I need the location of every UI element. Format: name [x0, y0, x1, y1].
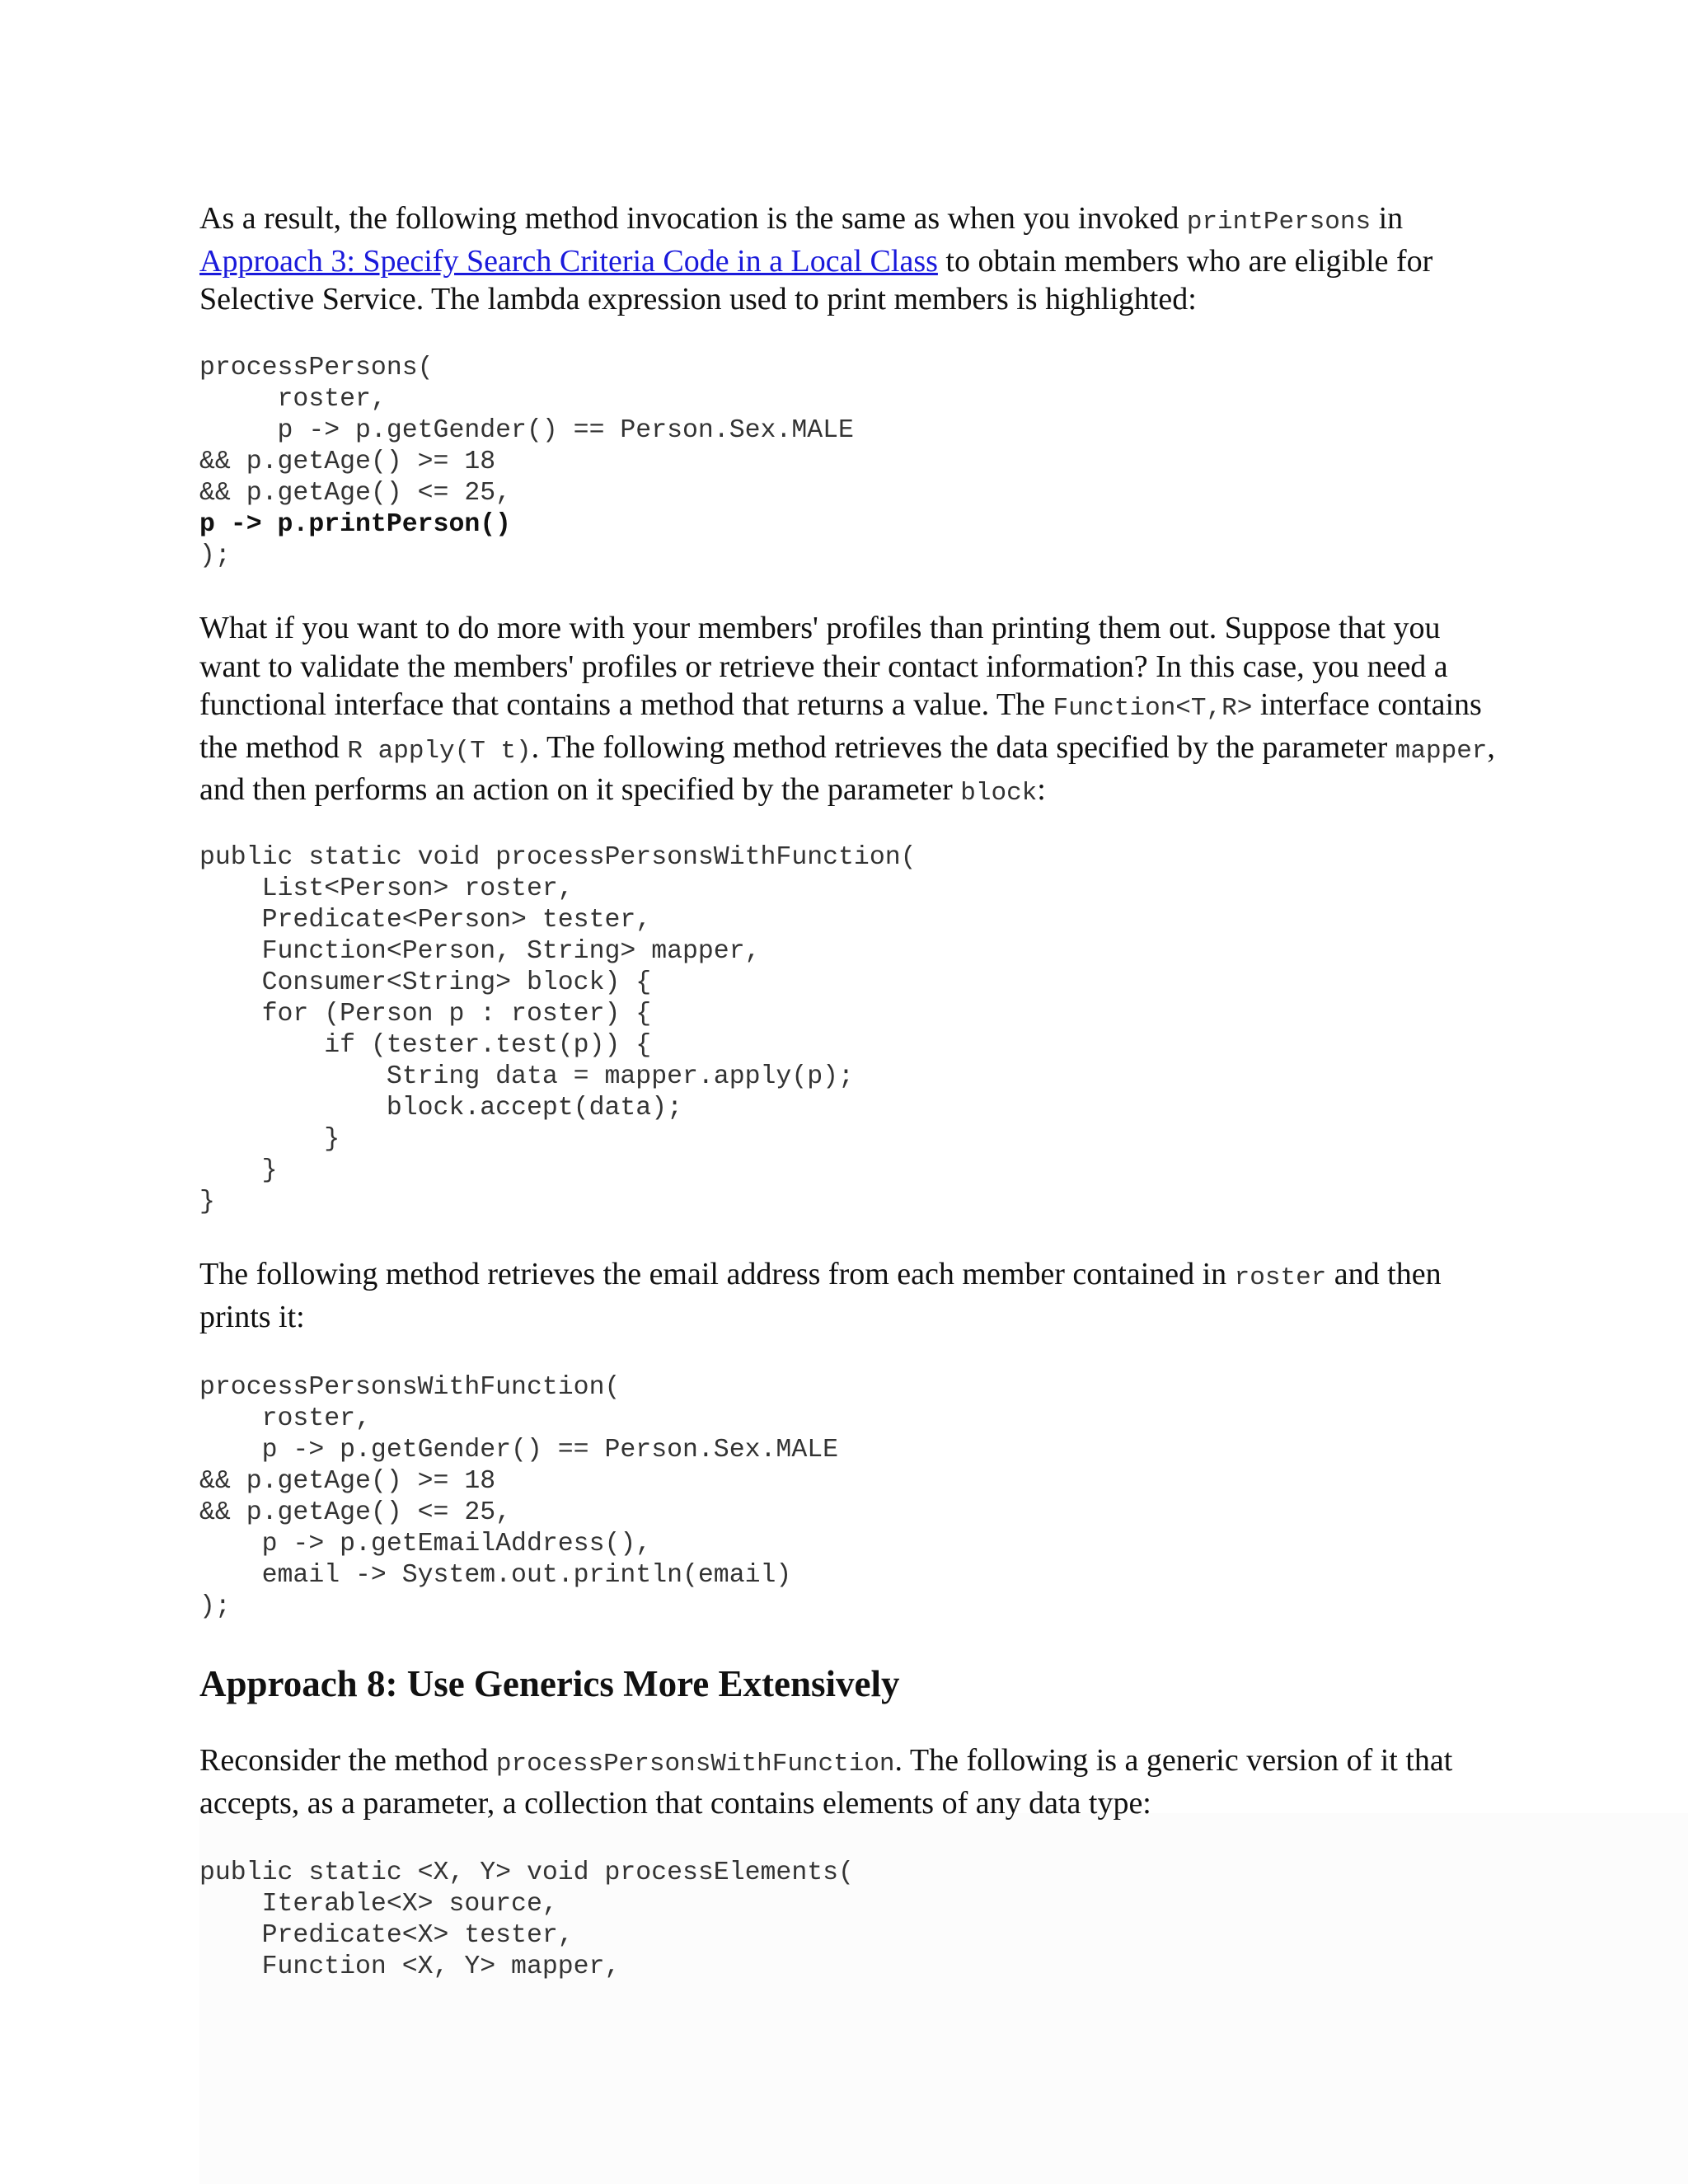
code-line: Iterable<X> source,	[199, 1890, 558, 1919]
section-heading: Approach 8: Use Generics More Extensively	[199, 1663, 900, 1704]
code-line: email -> System.out.println(email)	[199, 1561, 792, 1590]
code-line: block.accept(data);	[199, 1094, 682, 1122]
code-line: if (tester.test(p)) {	[199, 1031, 652, 1060]
para-text: :	[1037, 772, 1046, 807]
code-line: );	[199, 541, 231, 570]
code-line: processPersonsWithFunction(	[199, 1373, 621, 1402]
code-line: roster,	[199, 1404, 371, 1433]
code-line: && p.getAge() <= 25,	[199, 1498, 512, 1527]
para-text: What if you want to do more with your members' profiles than printing them out. Suppose that you want to validate the members' profiles or retrieve their contact information? In this case, you need a functional interface that contains a method that returns a value. The	[199, 611, 1448, 722]
code-line: processPersons(	[199, 354, 434, 382]
code-line: }	[199, 1125, 340, 1154]
para-text: The following method retrieves the email address from each member contained in	[199, 1257, 1235, 1291]
intro-text-1: As a result, the following method invocation is the same as when you invoked	[199, 201, 1187, 236]
inline-code-roster: roster	[1234, 1263, 1327, 1292]
code-line: && p.getAge() >= 18	[199, 448, 496, 476]
function-interface-paragraph	[199, 609, 1502, 813]
para-text: , and then performs an action on it specified by the parameter	[199, 729, 1495, 807]
code-line: String data = mapper.apply(p);	[199, 1062, 854, 1091]
inline-code-block: block	[960, 779, 1038, 808]
para-text: interface contains the method	[199, 687, 1482, 765]
code-line: }	[199, 1188, 215, 1216]
intro-text-2: in	[1371, 201, 1404, 236]
intro-text-3: to obtain members who are eligible for Selective Service. The lambda expression used to print members is highlighted:	[199, 243, 1433, 316]
code-block-process-persons	[199, 353, 854, 572]
code-block-process-persons-with-function	[199, 842, 917, 1218]
code-line: for (Person p : roster) {	[199, 1000, 652, 1029]
code-line: p -> p.getGender() == Person.Sex.MALE	[199, 1436, 839, 1465]
code-line: Consumer<String> block) {	[199, 968, 652, 997]
code-line: Predicate<X> tester,	[199, 1921, 574, 1950]
intro-paragraph	[199, 199, 1502, 319]
inline-code-printpersons: printPersons	[1186, 208, 1372, 237]
email-paragraph	[199, 1255, 1502, 1336]
code-line: roster,	[199, 385, 387, 414]
code-line: Function <X, Y> mapper,	[199, 1952, 621, 1981]
inline-code-apply: R apply(T t)	[347, 736, 532, 766]
code-line: }	[199, 1156, 278, 1185]
code-line: p -> p.getEmailAddress(),	[199, 1530, 652, 1558]
inline-code-mapper: mapper	[1395, 736, 1488, 766]
code-block-process-elements	[199, 1858, 854, 1983]
para-text: . The following method retrieves the data specified by the parameter	[531, 729, 1395, 765]
code-block-email-invocation	[199, 1372, 838, 1623]
code-line: Function<Person, String> mapper,	[199, 937, 761, 966]
code-line: );	[199, 1592, 231, 1621]
approach-3-link[interactable]: Approach 3: Specify Search Criteria Code in a Local Class	[199, 243, 938, 279]
code-line: public static <X, Y> void processElements(	[199, 1858, 854, 1887]
code-line: public static void processPersonsWithFunction(	[199, 843, 917, 872]
generics-paragraph	[199, 1741, 1502, 1822]
para-text: and then prints it:	[199, 1257, 1442, 1334]
highlighted-lambda-line: p -> p.printPerson()	[199, 510, 512, 539]
para-text: . The following is a generic version of it that accepts, as a parameter, a collection that contains elements of any data type:	[199, 1743, 1453, 1821]
code-line: && p.getAge() >= 18	[199, 1467, 496, 1496]
para-text: Reconsider the method	[199, 1743, 496, 1778]
code-line: Predicate<Person> tester,	[199, 906, 652, 935]
inline-code-method-name: processPersonsWithFunction	[495, 1750, 895, 1779]
inline-code-function: Function<T,R>	[1053, 694, 1253, 723]
code-line: && p.getAge() <= 25,	[199, 479, 512, 508]
code-line: List<Person> roster,	[199, 874, 574, 903]
code-line: p -> p.getGender() == Person.Sex.MALE	[199, 416, 854, 445]
